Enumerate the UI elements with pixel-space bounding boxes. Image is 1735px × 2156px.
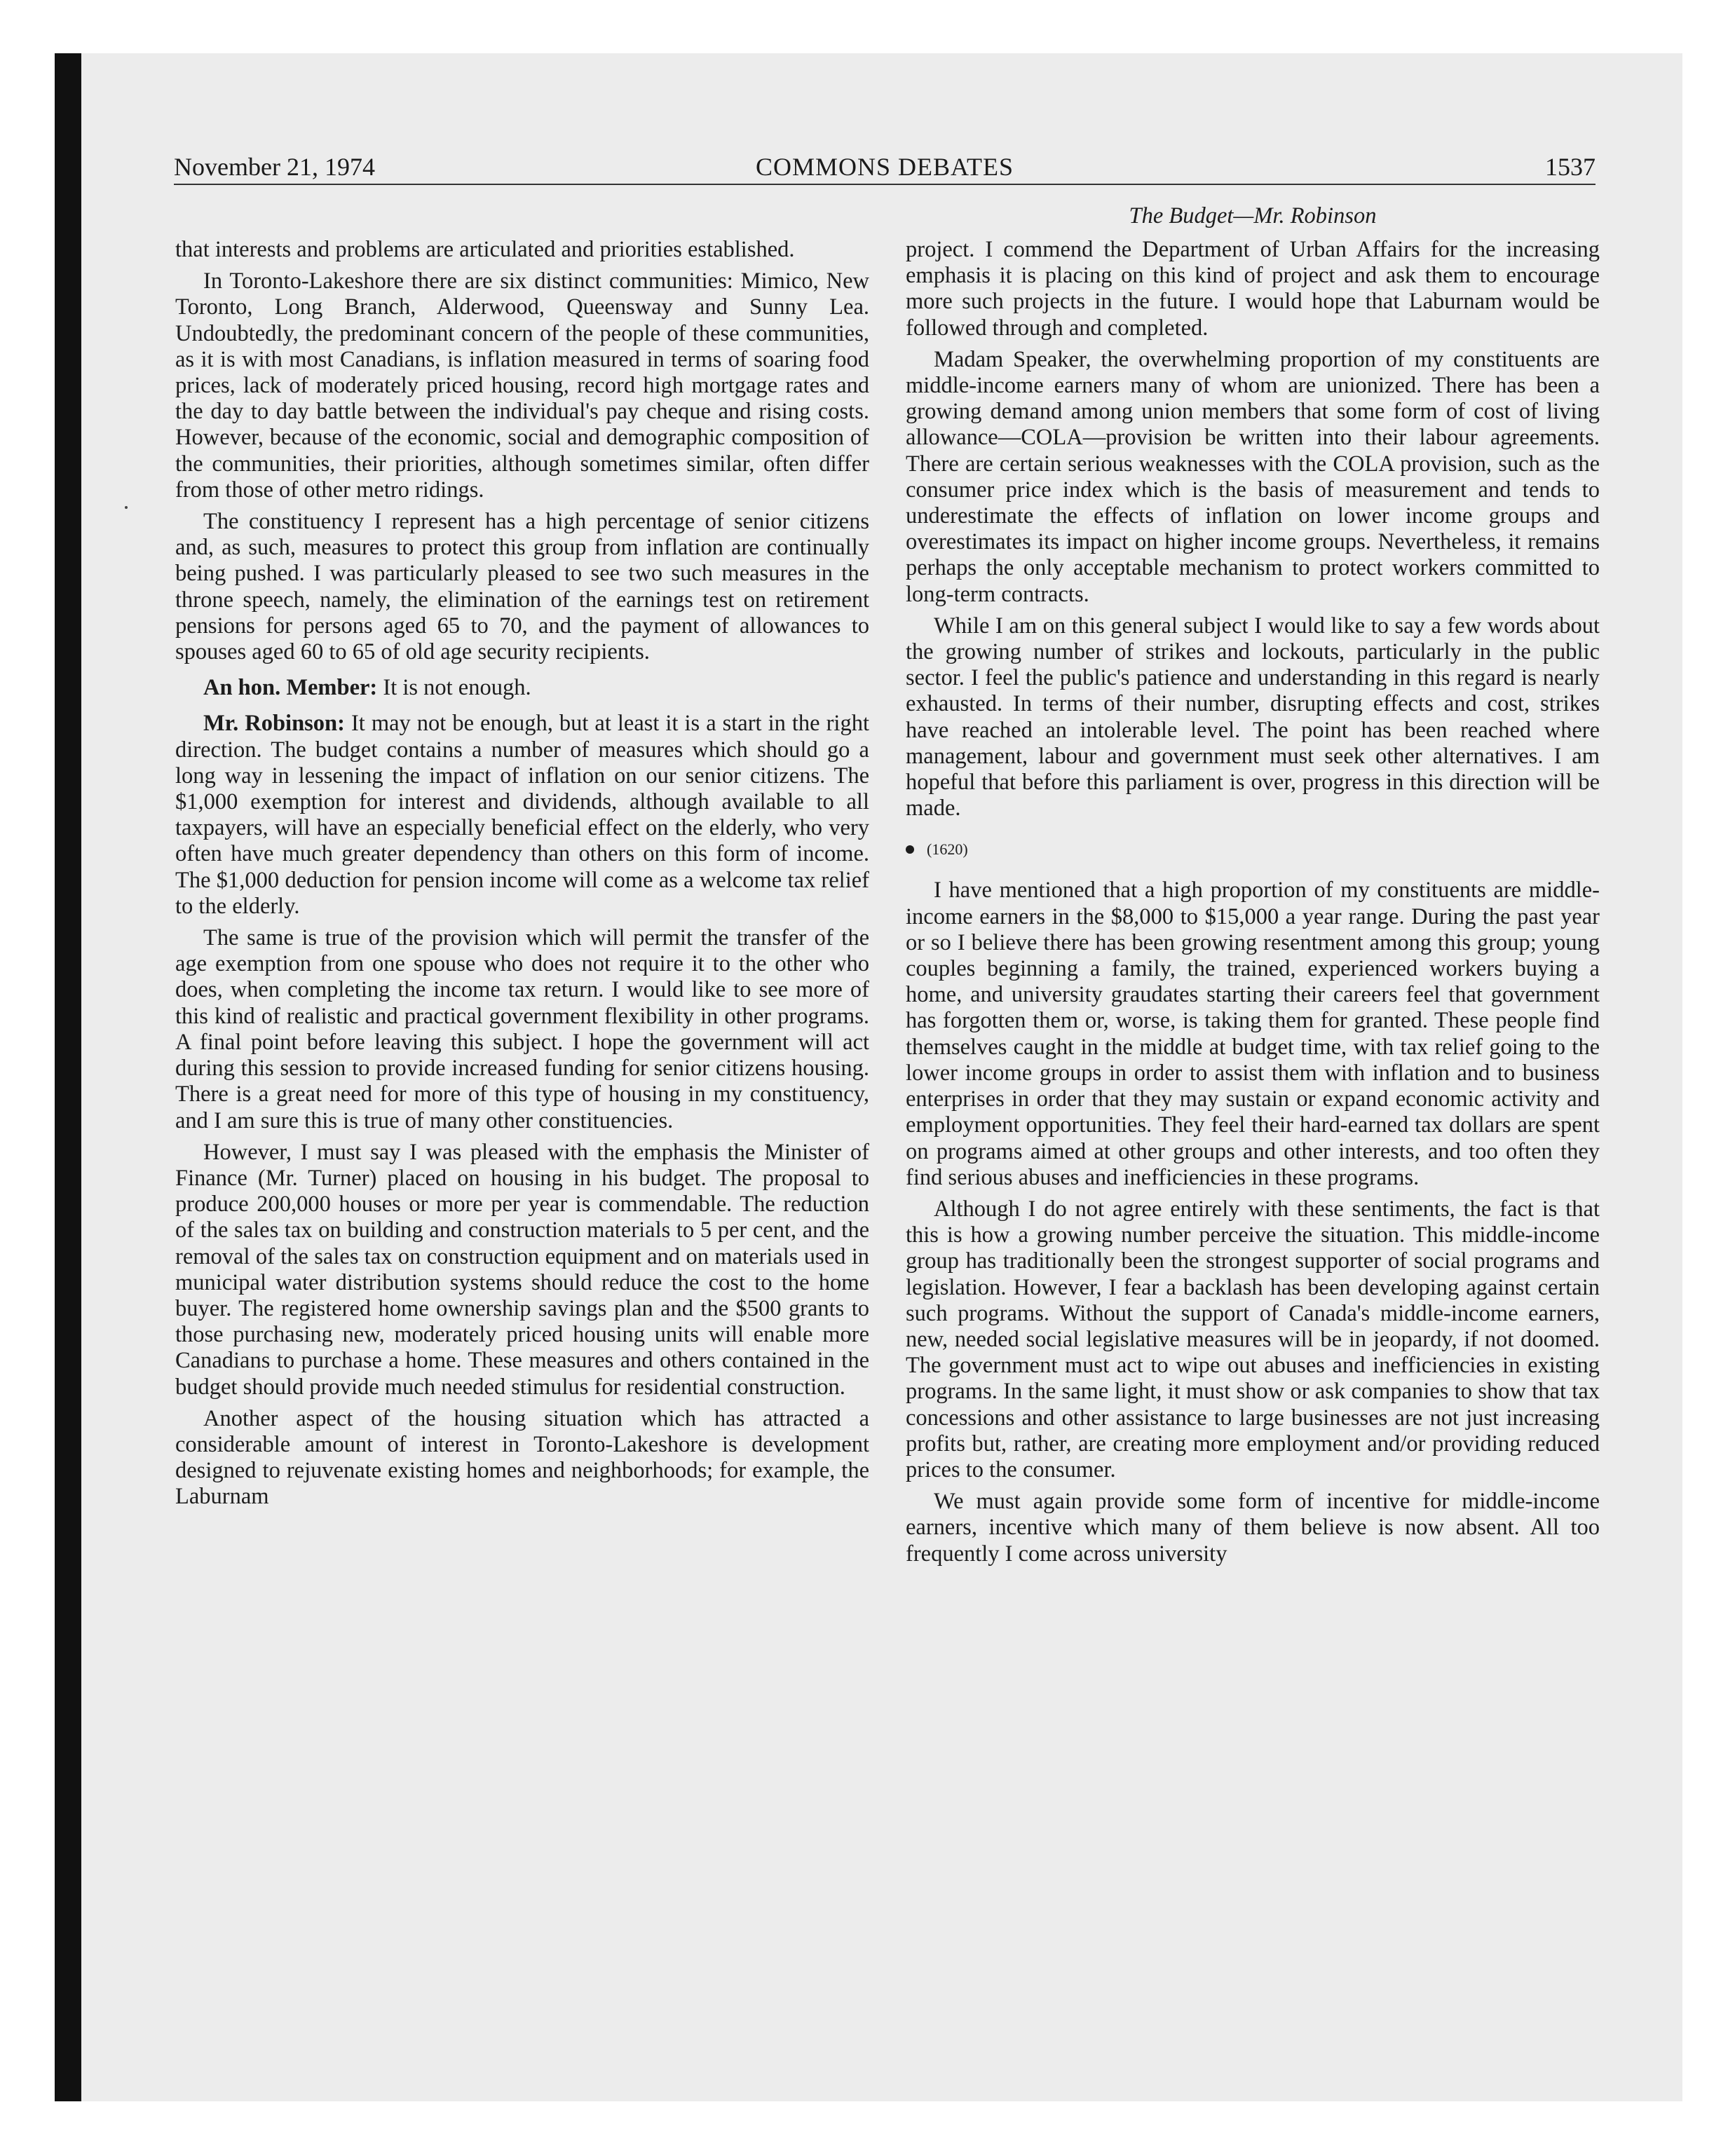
paragraph: We must again provide some form of incentive for middle-income earners, incentive which many of them believe is now absent. All too frequently I come across university	[906, 1489, 1600, 1567]
header-page-number: 1537	[1545, 153, 1595, 181]
paragraph: Although I do not agree entirely with these sentiments, the fact is that this is how a growing number perceive the situation. This middle-income group has traditionally been the strongest supporter of social programs and legislation. However, I fear a backlash has been developing against certain such programs. Without the support of Canada's middle-income earners, new, needed social legislative measures will be in jeopardy, if not doomed. The government must act to wipe out abuses and inefficiencies in existing programs. In the same light, it must show or ask companies to show that tax concessions and other assistance to large businesses are not just increasing profits but, rather, are creating more employment and/or providing reduced prices to the consumer.	[906, 1196, 1600, 1482]
paragraph: The constituency I represent has a high percentage of senior citizens and, as such, measures to protect this group from inflation are continually being pushed. I was particularly pleased to see two such measures in the throne speech, namely, the elimination of the earnings test on retirement pensions for persons aged 65 to 70, and the payment of allowances to spouses aged 60 to 65 of old age security recipients.	[175, 509, 869, 665]
speaker-name: Mr. Robinson:	[203, 711, 345, 737]
binding-edge	[55, 53, 81, 2101]
paragraph: I have mentioned that a high proportion of my constituents are middle-income earners in the $8,000 to $15,000 a year range. During the past year or so I believe there has been growing resentment among this group; young couples beginning a family, the trained, experienced workers buying a home, and university graudates starting their careers feel that government has forgotten them or, worse, is taking them for granted. These people find themselves caught in the middle at budget time, with tax relief going to the lower income groups in order to assist them with inflation and to business enterprises in order that they may sustain or expand economic activity and employment opportunities. They feel their hard-earned tax dollars are spent on programs aimed at other groups and other interests, and too often they find serious abuses and inefficiencies in these programs.	[906, 878, 1600, 1190]
paragraph: project. I commend the Department of Urban Affairs for the increasing emphasis it is placing on this kind of project and ask them to encourage more such projects in the future. I would hope that Laburnam would be followed through and completed.	[906, 237, 1600, 341]
paragraph: Another aspect of the housing situation which has attracted a considerable amount of interest in Toronto-Lakeshore is development designed to rejuvenate existing homes and neighborhoods; for example, the Laburnam	[175, 1405, 869, 1510]
paragraph: that interests and problems are articulated and priorities established.	[175, 237, 795, 262]
paragraph: Madam Speaker, the overwhelming proportion of my constituents are middle-income earners many of whom are unionized. There has been a growing demand among union members that some form of cost of living allowance—COLA—provision be written into their labour agreements. There are certain serious weaknesses with the COLA provision, such as the consumer price index which is the basis of measurement and tends to underestimate the effects of inflation on lower income groups and overestimates its impact on higher income groups. Nevertheless, it remains perhaps the only acceptable mechanism to protect workers committed to long-term contracts.	[906, 346, 1600, 607]
header-rule	[174, 184, 1595, 185]
time-marker	[906, 840, 1600, 859]
header-date: November 21, 1974	[174, 153, 375, 181]
speaker-name: An hon. Member:	[203, 675, 378, 701]
paragraph: In Toronto-Lakeshore there are six distinct communities: Mimico, New Toronto, Long Branch, Alderwood, Queensway and Sunny Lea. Undoubtedly, the predominant concern of the people of these communities, as it is with most Canadians, is inflation measured in terms of soaring food prices, lack of moderately priced housing, record high mortgage rates and the day to day battle between the individual's pay cheque and rising costs. However, because of the economic, social and demographic composition of the communities, their priorities, although sometimes similar, often differ from those of other metro ridings.	[175, 268, 869, 503]
section-subheading: The Budget—Mr. Robinson	[1129, 203, 1377, 228]
bullet-icon	[906, 845, 914, 854]
time-marker-label: (1620)	[927, 840, 968, 859]
right-column	[906, 237, 1600, 1573]
speech	[175, 711, 869, 920]
scan-speck	[125, 506, 128, 509]
speech-text: It is not enough.	[377, 675, 531, 701]
speech-text: It may not be enough, but at least it is a start in the right direction. The budget contains a number of measures which should go a long way in lessening the impact of inflation on our senior citizens. The $1,000 exemption for interest and dividends, although available to all taxpayers, will have an especially beneficial effect on the elderly, who very often have much greater dependency than others on this form of income. The $1,000 deduction for pension income will come as a welcome tax relief to the elderly.	[175, 711, 869, 919]
left-column	[175, 237, 869, 1516]
header-publication: COMMONS DEBATES	[755, 153, 1014, 181]
paragraph: The same is true of the provision which will permit the transfer of the age exemption from one spouse who does not require it to the other who does, when completing the income tax return. I would like to see more of this kind of realistic and practical government flexibility in other programs. A final point before leaving this subject. I hope the government will act during this session to provide increased funding for senior citizens housing. There is a great need for more of this type of housing in my constituency, and I am sure this is true of many other constituencies.	[175, 925, 869, 1133]
paragraph: While I am on this general subject I would like to say a few words about the growing number of strikes and lockouts, particularly in the public sector. I feel the public's patience and understanding in this regard is nearly exhausted. In terms of their number, disrupting effects and cost, strikes have reached an intolerable level. The point has been reached where management, labour and government must seek other alternatives. I am hopeful that before this parliament is over, progress in this direction will be made.	[906, 613, 1600, 821]
interjection	[175, 675, 869, 701]
running-header	[174, 153, 1595, 181]
paragraph: However, I must say I was pleased with the emphasis the Minister of Finance (Mr. Turner) placed on housing in his budget. The proposal to produce 200,000 houses or more per year is commendable. The reduction of the sales tax on building and construction materials to 5 per cent, and the removal of the sales tax on construction equipment and on materials used in municipal water distribution systems should reduce the cost to the home buyer. The registered home ownership savings plan and the $500 grants to those purchasing new, moderately priced housing units will enable more Canadians to purchase a home. These measures and others contained in the budget should provide much needed stimulus for residential construction.	[175, 1139, 869, 1400]
